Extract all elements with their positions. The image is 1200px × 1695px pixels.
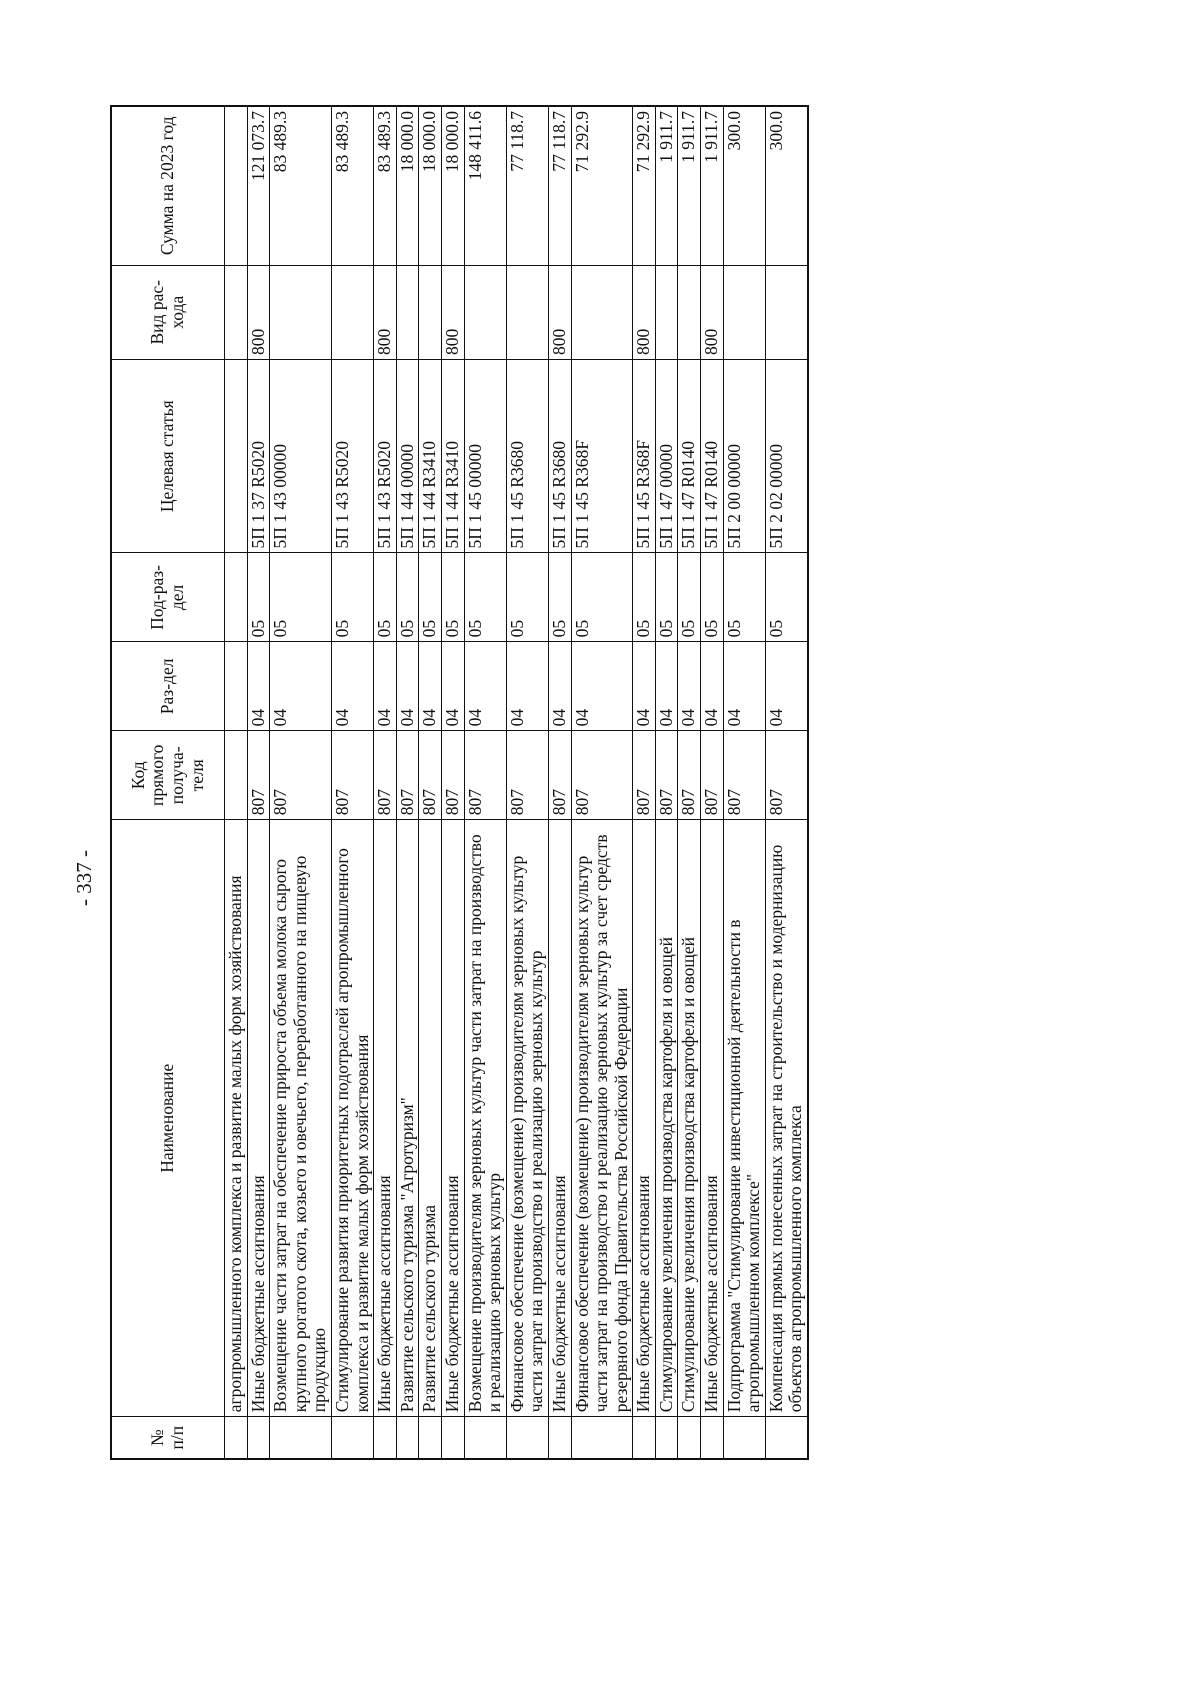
table-row (374, 106, 397, 1459)
cell-target: 5П 1 45 R368F (571, 360, 633, 553)
cell-sum: 148 411.6 (464, 106, 506, 265)
cell-num (723, 1417, 765, 1459)
cell-sum: 83 489.3 (331, 106, 373, 265)
cell-section: 04 (441, 642, 464, 731)
budget-sheet (110, 105, 1045, 1460)
cell-recipient: 807 (633, 731, 656, 820)
cell-expense: 800 (247, 265, 270, 359)
cell-target: 5П 1 45 R3680 (548, 360, 571, 553)
cell-expense (655, 265, 678, 359)
cell-target: 5П 1 47 00000 (655, 360, 678, 553)
cell-sum: 83 489.3 (270, 106, 332, 265)
cell-num (633, 1417, 656, 1459)
cell-target: 5П 1 37 R5020 (247, 360, 270, 553)
cell-target: 5П 1 43 R5020 (374, 360, 397, 553)
cell-subsection: 05 (765, 553, 808, 642)
header-name: Наименование (111, 820, 225, 1417)
cell-num (225, 1417, 248, 1459)
cell-section: 04 (396, 642, 419, 731)
cell-name: Стимулирование развития приоритетных подотраслей агропромышленного комплекса и развитие малых форм хозяйствования (331, 820, 373, 1417)
table-row (331, 106, 373, 1459)
cell-name: Иные бюджетные ассигнования (701, 820, 724, 1417)
cell-num (247, 1417, 270, 1459)
cell-name: Иные бюджетные ассигнования (374, 820, 397, 1417)
cell-target (225, 360, 248, 553)
cell-target: 5П 1 44 00000 (396, 360, 419, 553)
cell-name: Стимулирование увеличения производства картофеля и овощей (678, 820, 701, 1417)
table-body (225, 106, 809, 1459)
cell-subsection: 05 (571, 553, 633, 642)
cell-subsection: 05 (633, 553, 656, 642)
cell-num (331, 1417, 373, 1459)
cell-subsection: 05 (506, 553, 548, 642)
cell-expense: 800 (633, 265, 656, 359)
header-target: Целевая статья (111, 360, 225, 553)
cell-target: 5П 1 47 R0140 (678, 360, 701, 553)
cell-section: 04 (548, 642, 571, 731)
cell-num (548, 1417, 571, 1459)
cell-subsection: 05 (464, 553, 506, 642)
cell-target: 5П 1 45 00000 (464, 360, 506, 553)
cell-sum: 71 292.9 (571, 106, 633, 265)
cell-name: Стимулирование увеличения производства картофеля и овощей (655, 820, 678, 1417)
header-section: Раз-дел (111, 642, 225, 731)
cell-num (270, 1417, 332, 1459)
cell-sum: 77 118.7 (506, 106, 548, 265)
table-row (506, 106, 548, 1459)
cell-recipient: 807 (701, 731, 724, 820)
cell-section (225, 642, 248, 731)
cell-num (571, 1417, 633, 1459)
cell-num (464, 1417, 506, 1459)
cell-recipient: 807 (396, 731, 419, 820)
cell-recipient: 807 (765, 731, 808, 820)
cell-name: агропромышленного комплекса и развитие малых форм хозяйствования (225, 820, 248, 1417)
cell-recipient: 807 (571, 731, 633, 820)
cell-section: 04 (571, 642, 633, 731)
cell-num (374, 1417, 397, 1459)
cell-section: 04 (765, 642, 808, 731)
cell-subsection: 05 (247, 553, 270, 642)
cell-recipient: 807 (270, 731, 332, 820)
table-row (396, 106, 419, 1459)
table-row (678, 106, 701, 1459)
cell-sum: 1 911.7 (701, 106, 724, 265)
cell-section: 04 (374, 642, 397, 731)
cell-recipient: 807 (374, 731, 397, 820)
cell-expense (571, 265, 633, 359)
cell-sum: 71 292.9 (633, 106, 656, 265)
cell-name: Финансовое обеспечение (возмещение) производителям зерновых культур части затрат на производство и реализацию зерновых культур за счет средств резервного фонда Правительства Российской Федерации (571, 820, 633, 1417)
cell-section: 04 (723, 642, 765, 731)
table-row (419, 106, 442, 1459)
cell-num (396, 1417, 419, 1459)
header-subsection: Под-раз-дел (111, 553, 225, 642)
cell-name: Иные бюджетные ассигнования (441, 820, 464, 1417)
cell-section: 04 (655, 642, 678, 731)
cell-section: 04 (419, 642, 442, 731)
cell-expense (464, 265, 506, 359)
cell-name: Иные бюджетные ассигнования (247, 820, 270, 1417)
cell-target: 5П 1 45 R368F (633, 360, 656, 553)
cell-num (678, 1417, 701, 1459)
cell-section: 04 (633, 642, 656, 731)
cell-target: 5П 1 47 R0140 (701, 360, 724, 553)
table-row (247, 106, 270, 1459)
header-expense: Вид рас-хода (111, 265, 225, 359)
table-row (270, 106, 332, 1459)
cell-num (765, 1417, 808, 1459)
cell-section: 04 (331, 642, 373, 731)
cell-section: 04 (464, 642, 506, 731)
cell-section: 04 (506, 642, 548, 731)
table-row (571, 106, 633, 1459)
cell-recipient: 807 (506, 731, 548, 820)
cell-section: 04 (678, 642, 701, 731)
cell-target: 5П 2 02 00000 (765, 360, 808, 553)
cell-subsection: 05 (723, 553, 765, 642)
cell-subsection: 05 (270, 553, 332, 642)
cell-expense (678, 265, 701, 359)
cell-subsection: 05 (655, 553, 678, 642)
cell-num (419, 1417, 442, 1459)
cell-recipient: 807 (723, 731, 765, 820)
header-recipient: Код прямого получа-теля (111, 731, 225, 820)
cell-subsection: 05 (331, 553, 373, 642)
cell-sum: 121 073.7 (247, 106, 270, 265)
cell-expense: 800 (548, 265, 571, 359)
cell-sum: 300.0 (723, 106, 765, 265)
table-row (441, 106, 464, 1459)
header-num: № п/п (111, 1417, 225, 1459)
cell-target: 5П 1 45 R3680 (506, 360, 548, 553)
table-row (464, 106, 506, 1459)
cell-subsection: 05 (441, 553, 464, 642)
table-row (723, 106, 765, 1459)
cell-expense: 800 (701, 265, 724, 359)
cell-subsection: 05 (701, 553, 724, 642)
cell-subsection: 05 (419, 553, 442, 642)
cell-name: Возмещение части затрат на обеспечение прироста объема молока сырого крупного рогатого скота, козьего и овечьего, переработанного на пищевую продукцию (270, 820, 332, 1417)
cell-expense: 800 (374, 265, 397, 359)
cell-recipient: 807 (441, 731, 464, 820)
cell-recipient: 807 (655, 731, 678, 820)
cell-recipient (225, 731, 248, 820)
table-row (548, 106, 571, 1459)
cell-sum (225, 106, 248, 265)
cell-name: Развитие сельского туризма "Агротуризм" (396, 820, 419, 1417)
cell-name: Развитие сельского туризма (419, 820, 442, 1417)
cell-target: 5П 1 44 R3410 (441, 360, 464, 553)
header-sum: Сумма на 2023 год (111, 106, 225, 265)
budget-table (110, 105, 809, 1460)
page-number: - 337 - (71, 850, 96, 906)
cell-subsection: 05 (396, 553, 419, 642)
cell-sum: 83 489.3 (374, 106, 397, 265)
table-row (655, 106, 678, 1459)
cell-recipient: 807 (331, 731, 373, 820)
cell-target: 5П 1 44 R3410 (419, 360, 442, 553)
cell-subsection: 05 (678, 553, 701, 642)
cell-target: 5П 1 43 R5020 (331, 360, 373, 553)
cell-expense (225, 265, 248, 359)
table-header-row (111, 106, 225, 1459)
cell-name: Иные бюджетные ассигнования (633, 820, 656, 1417)
table-row (225, 106, 248, 1459)
cell-subsection: 05 (374, 553, 397, 642)
cell-expense (396, 265, 419, 359)
cell-num (701, 1417, 724, 1459)
table-row (765, 106, 808, 1459)
cell-expense (506, 265, 548, 359)
cell-name: Подпрограмма "Стимулирование инвестиционной деятельности в агропромышленном комплексе" (723, 820, 765, 1417)
cell-recipient: 807 (464, 731, 506, 820)
table-row (633, 106, 656, 1459)
cell-name: Иные бюджетные ассигнования (548, 820, 571, 1417)
cell-expense (765, 265, 808, 359)
cell-recipient: 807 (419, 731, 442, 820)
cell-expense: 800 (441, 265, 464, 359)
cell-expense (270, 265, 332, 359)
cell-subsection (225, 553, 248, 642)
cell-sum: 1 911.7 (655, 106, 678, 265)
cell-num (441, 1417, 464, 1459)
table-row (701, 106, 724, 1459)
cell-num (655, 1417, 678, 1459)
cell-name: Возмещение производителям зерновых культур части затрат на производство и реализацию зерновых культур (464, 820, 506, 1417)
cell-num (506, 1417, 548, 1459)
cell-expense (723, 265, 765, 359)
cell-recipient: 807 (678, 731, 701, 820)
cell-name: Финансовое обеспечение (возмещение) производителям зерновых культур части затрат на производство и реализацию зерновых культур (506, 820, 548, 1417)
cell-section: 04 (247, 642, 270, 731)
cell-sum: 18 000.0 (419, 106, 442, 265)
cell-expense (419, 265, 442, 359)
cell-recipient: 807 (247, 731, 270, 820)
cell-expense (331, 265, 373, 359)
cell-section: 04 (701, 642, 724, 731)
cell-name: Компенсация прямых понесенных затрат на строительство и модернизацию объектов агропромышленного комплекса (765, 820, 808, 1417)
cell-target: 5П 2 00 00000 (723, 360, 765, 553)
cell-subsection: 05 (548, 553, 571, 642)
cell-sum: 1 911.7 (678, 106, 701, 265)
cell-sum: 18 000.0 (441, 106, 464, 265)
cell-sum: 77 118.7 (548, 106, 571, 265)
cell-sum: 18 000.0 (396, 106, 419, 265)
cell-sum: 300.0 (765, 106, 808, 265)
cell-recipient: 807 (548, 731, 571, 820)
cell-section: 04 (270, 642, 332, 731)
cell-target: 5П 1 43 00000 (270, 360, 332, 553)
